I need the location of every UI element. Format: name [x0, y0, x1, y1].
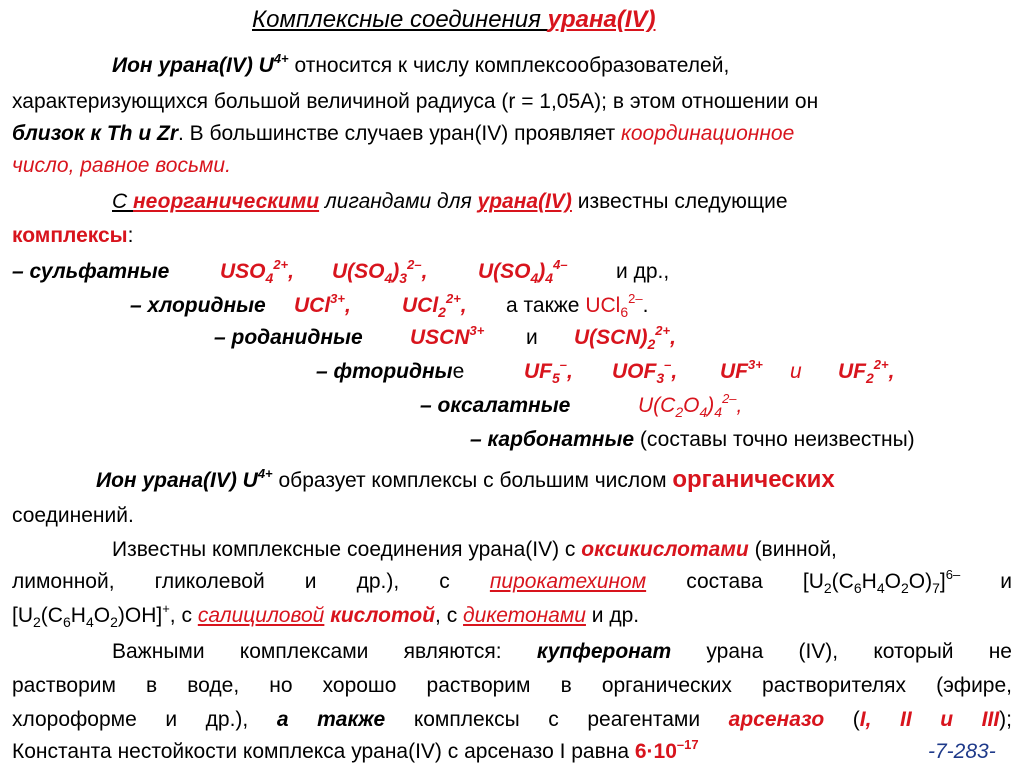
- p5-line4: Константа нестойкости комплекса урана(IV) с арсеназо I равна $6\cdot 10^{-17}$: [12, 737, 699, 763]
- p2-line1: С неорганическими лигандами для урана(IV) известны следующие: [112, 190, 788, 213]
- p5-line3: хлороформе и др.), а также комплексы с реагентами арсеназо (I, II и III);: [12, 708, 1012, 731]
- p3-line1: Ион урана(IV) $U^{4+}$ образует комплексы с большим числом органических: [96, 466, 835, 493]
- p2-line2: комплексы:: [12, 224, 134, 247]
- p3-line2: соединений.: [12, 504, 134, 527]
- p1-line4: число, равное восьми.: [12, 154, 231, 177]
- thiocyanate-row: – роданидные $USCN^{3+}$ и $U(SCN)_2^{2+}$,: [214, 323, 676, 352]
- p1-line3: близок к Th и Zr. В большинстве случаев уран(IV) проявляет координационное: [12, 122, 795, 145]
- oxalate-row: – оксалатные $U(C_2O_4)_4^{2-}$,: [420, 391, 743, 420]
- page-number: -7-283-: [928, 740, 996, 763]
- chloride-row: – хлоридные UCl$^{3+}$, UCl$_2^{2+}$, а также UCl$_6^{2-}$.: [130, 291, 649, 320]
- p4-line1: Известны комплексные соединения урана(IV) с оксикислотами (винной,: [112, 538, 837, 561]
- sulfate-row: – сульфатные $USO_4^{2+}$, $U(SO_4)_3^{2-}$, $U(SO_4)_4^{4-}$ и др.,: [12, 257, 670, 286]
- p1-line1: Ион урана(IV) $U^{4+}$ относится к числу комплексообразователей,: [112, 51, 730, 77]
- carbonate-row: – карбонатные (составы точно неизвестны): [470, 428, 915, 451]
- page-title: Комплексные соединения урана(IV): [252, 6, 656, 33]
- p5-line1: Важными комплексами являются: купферонат урана (IV), который не: [112, 640, 1012, 663]
- p4-line3: $[U_2(C_6H_4O_2)OH]^+$, с салициловой кислотой, с дикетонами и др.: [12, 601, 640, 630]
- p4-line2: лимонной, гликолевой и др.), с пирокатехином состава $[U_2(C_6H_4O_2O)_7]^{6-}$ и: [12, 567, 1013, 596]
- p1-line2: характеризующихся большой величиной радиуса (r = 1,05A); в этом отношении он: [12, 90, 819, 113]
- p5-line2: растворим в воде, но хорошо растворим в органических растворителях (эфире,: [12, 674, 1012, 697]
- fluoride-row: – фторидные $UF_5^-$, $UOF_3^-$, $UF^{3+}$ и $UF_2^{2+}$,: [316, 357, 895, 386]
